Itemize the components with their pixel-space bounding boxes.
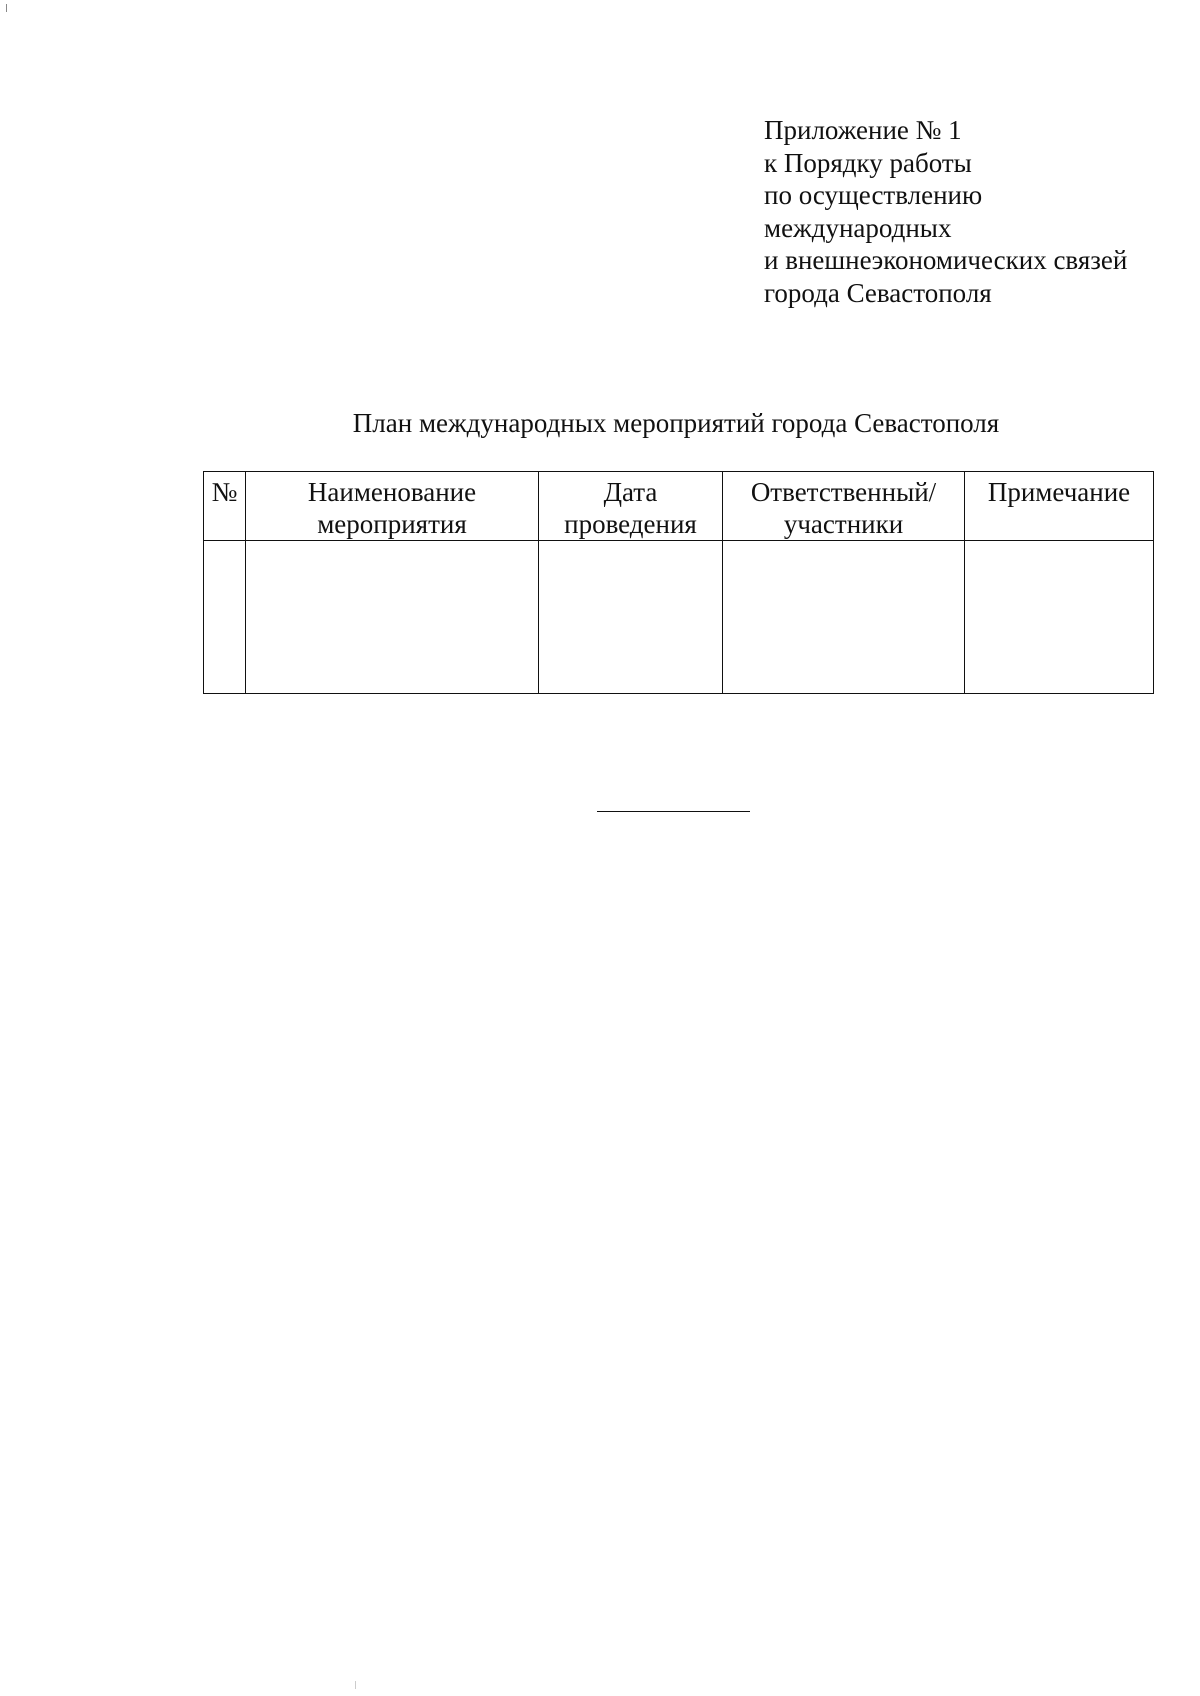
table-header-row <box>204 472 1154 541</box>
scan-corner-mark <box>6 4 7 12</box>
table-row <box>204 541 1154 694</box>
appendix-line: Приложение № 1 <box>764 115 962 145</box>
header-number: № <box>204 472 246 541</box>
cell-note <box>965 541 1154 694</box>
appendix-line: международных <box>764 212 952 243</box>
cell-number <box>204 541 246 694</box>
cell-event-date <box>539 541 723 694</box>
document-title: План международных мероприятий города Севастополя <box>352 408 1000 438</box>
events-plan-table <box>203 471 1154 694</box>
cell-event-name <box>246 541 539 694</box>
appendix-line: к Порядку работы <box>764 147 972 178</box>
appendix-line: и внешнеэкономических связей <box>764 245 1128 275</box>
header-responsible: Ответственный/ участники <box>723 472 965 541</box>
header-event-date: Дата проведения <box>539 472 723 541</box>
appendix-line: по осуществлению <box>764 180 983 210</box>
appendix-block <box>764 114 1184 309</box>
header-note: Примечание <box>965 472 1154 541</box>
cell-responsible <box>723 541 965 694</box>
closing-divider-line <box>597 811 750 812</box>
appendix-line: города Севастополя <box>764 277 992 308</box>
header-event-name: Наименование мероприятия <box>246 472 539 541</box>
scan-footer-mark <box>355 1681 356 1689</box>
